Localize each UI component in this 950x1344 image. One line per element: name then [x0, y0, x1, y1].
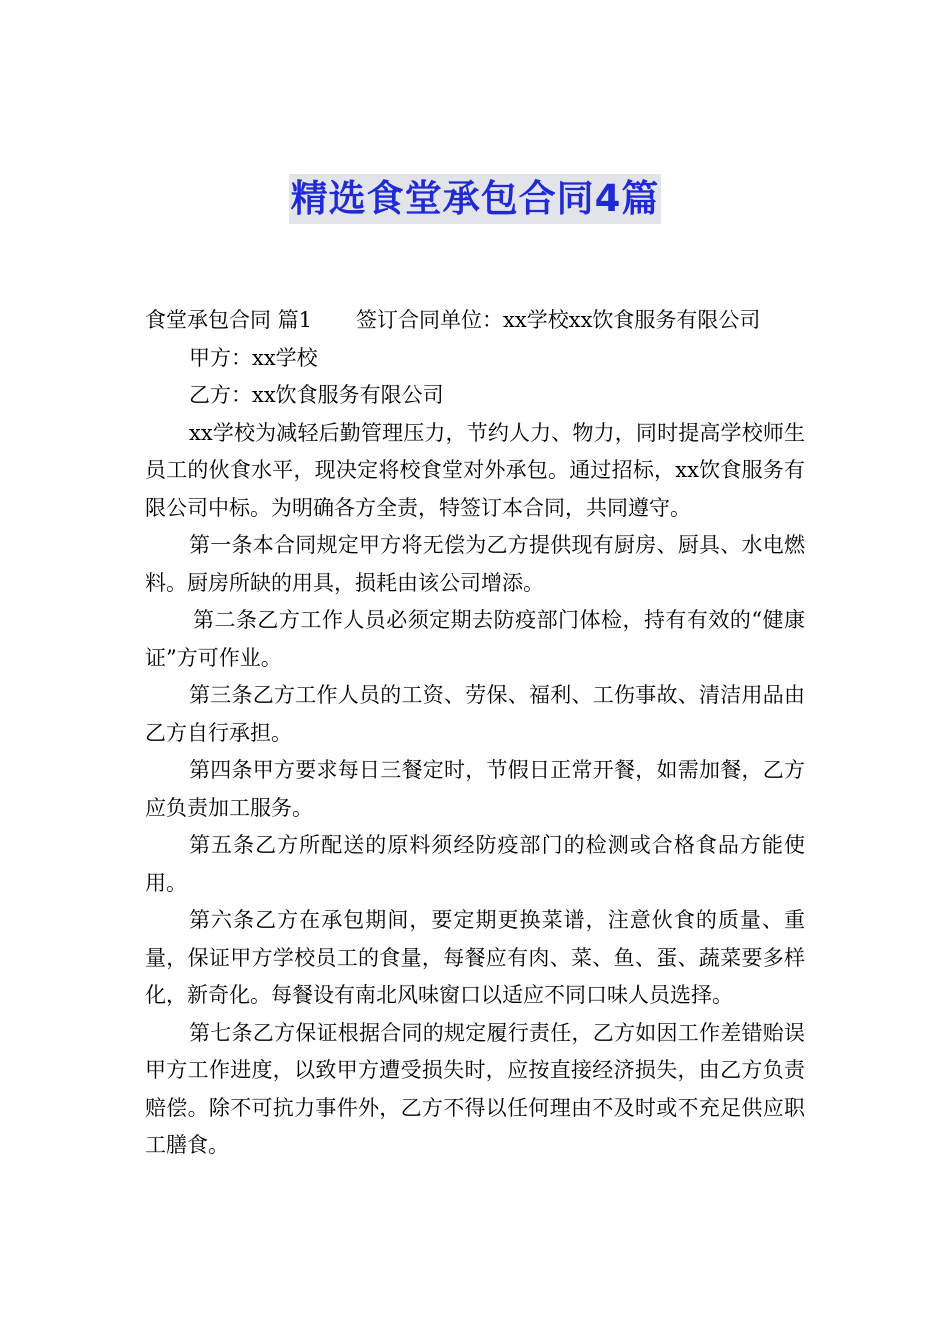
article-3: 第三条乙方工作人员的工资、劳保、福利、工伤事故、清洁用品由乙方自行承担。 — [145, 683, 805, 745]
article-4: 第四条甲方要求每日三餐定时，节假日正常开餐，如需加餐，乙方应负责加工服务。 — [145, 758, 805, 820]
article-2: 第二条乙方工作人员必须定期去防疫部门体检，持有有效的“健康证”方可作业。 — [145, 608, 805, 670]
article-1: 第一条本合同规定甲方将无偿为乙方提供现有厨房、厨具、水电燃料。厨房所缺的用具，损耗由该公司增添。 — [145, 533, 805, 595]
title-container — [0, 174, 950, 224]
article-7: 第七条乙方保证根据合同的规定履行责任，乙方如因工作差错贻误甲方工作进度，以致甲方遭受损失时，应按直接经济损失，由乙方负责赔偿。除不可抗力事件外，乙方不得以任何理由不及时或不充足供应职工膳食。 — [145, 1020, 805, 1157]
article-6: 第六条乙方在承包期间，要定期更换菜谱，注意伙食的质量、重量，保证甲方学校员工的食量，每餐应有肉、菜、鱼、蛋、蔬菜要多样化，新奇化。每餐设有南北风味窗口以适应不同口味人员选择。 — [145, 908, 805, 1007]
heading-line — [145, 302, 805, 340]
party-b: 乙方：xx饮食服务有限公司 — [189, 383, 444, 407]
intro-paragraph: xx学校为减轻后勤管理压力，节约人力、物力，同时提高学校师生员工的伙食水平，现决定将校食堂对外承包。通过招标，xx饮食服务有限公司中标。为明确各方全责，特签订本合同，共同遵守。 — [145, 420, 805, 520]
section-heading: 食堂承包合同 篇1 — [145, 308, 313, 332]
signing-units: 签订合同单位：xx学校xx饮食服务有限公司 — [356, 308, 761, 332]
party-a: 甲方：xx学校 — [189, 345, 318, 370]
document-title: 精选食堂承包合同4篇 — [289, 174, 662, 224]
article-5: 第五条乙方所配送的原料须经防疫部门的检测或合格食品方能使用。 — [145, 833, 805, 895]
document-body — [145, 302, 805, 1165]
